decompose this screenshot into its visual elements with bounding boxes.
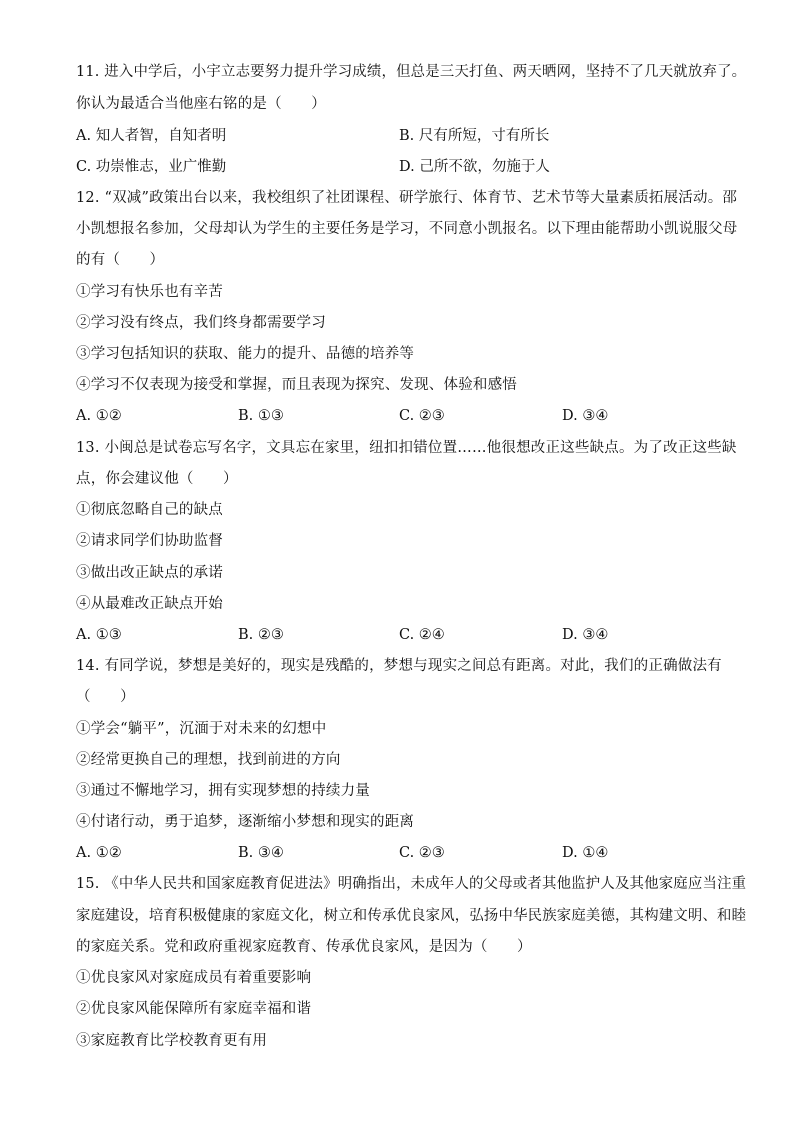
q11-option-d: D. 己所不欲，勿施于人 bbox=[399, 159, 550, 175]
q14-option-d: D. ①④ bbox=[562, 845, 609, 861]
q13-option-a: A. ①③ bbox=[76, 627, 122, 643]
q14-stem-line2: （ ） bbox=[76, 689, 135, 705]
q11-stem-line2: 你认为最适合当他座右铭的是（ ） bbox=[76, 96, 326, 112]
q13-statement-4: ④从最难改正缺点开始 bbox=[76, 596, 223, 612]
q15-stem-line1: 15. 《中华人民共和国家庭教育促进法》明确指出，未成年人的父母或者其他监护人及其他家庭应当注重 bbox=[76, 876, 747, 892]
q15-stem-line2: 家庭建设，培育积极健康的家庭文化，树立和传承优良家风，弘扬中华民族家庭美德，其构建文明、和睦 bbox=[76, 908, 747, 924]
q13-option-d: D. ③④ bbox=[562, 627, 609, 643]
q14-stem-line1: 14. 有同学说，梦想是美好的，现实是残酷的，梦想与现实之间总有距离。对此，我们的正确做法有 bbox=[76, 658, 722, 674]
q12-stem-line1: 12. “双减”政策出台以来，我校组织了社团课程、研学旅行、体育节、艺术节等大量素质拓展活动。邵 bbox=[76, 190, 738, 206]
q12-option-b: B. ①③ bbox=[238, 408, 284, 424]
q15-statement-3: ③家庭教育比学校教育更有用 bbox=[76, 1033, 268, 1049]
q14-statement-2: ②经常更换自己的理想，找到前进的方向 bbox=[76, 752, 341, 768]
q12-statement-4: ④学习不仅表现为接受和掌握，而且表现为探究、发现、体验和感悟 bbox=[76, 377, 517, 393]
q14-option-b: B. ③④ bbox=[238, 845, 284, 861]
q13-statement-2: ②请求同学们协助监督 bbox=[76, 533, 223, 549]
q13-statement-3: ③做出改正缺点的承诺 bbox=[76, 565, 223, 581]
q13-option-c: C. ②④ bbox=[399, 627, 445, 643]
q14-statement-4: ④付诸行动，勇于追梦，逐渐缩小梦想和现实的距离 bbox=[76, 814, 415, 830]
q11-option-b: B. 尺有所短，寸有所长 bbox=[399, 128, 550, 144]
q11-option-a: A. 知人者智，自知者明 bbox=[76, 128, 227, 144]
q15-statement-1: ①优良家风对家庭成员有着重要影响 bbox=[76, 970, 312, 986]
q12-option-d: D. ③④ bbox=[562, 408, 609, 424]
q12-stem-line3: 的有（ ） bbox=[76, 252, 165, 268]
q13-option-b: B. ②③ bbox=[238, 627, 284, 643]
q14-statement-1: ①学会“躺平”，沉湎于对未来的幻想中 bbox=[76, 721, 327, 737]
q12-statement-3: ③学习包括知识的获取、能力的提升、品德的培养等 bbox=[76, 346, 415, 362]
q12-statement-2: ②学习没有终点，我们终身都需要学习 bbox=[76, 315, 326, 331]
q11-stem-line1: 11. 进入中学后，小宇立志要努力提升学习成绩，但总是三天打鱼、两天晒网，坚持不了几天就放弃了。 bbox=[76, 64, 747, 80]
q13-stem-line1: 13. 小闽总是试卷忘写名字，文具忘在家里，纽扣扣错位置……他很想改正这些缺点。为了改正这些缺 bbox=[76, 440, 737, 456]
q13-statement-1: ①彻底忽略自己的缺点 bbox=[76, 502, 223, 518]
q12-option-a: A. ①② bbox=[76, 408, 122, 424]
q12-option-c: C. ②③ bbox=[399, 408, 445, 424]
q14-statement-3: ③通过不懈地学习，拥有实现梦想的持续力量 bbox=[76, 783, 370, 799]
q13-stem-line2: 点，你会建议他（ ） bbox=[76, 471, 238, 487]
q15-statement-2: ②优良家风能保障所有家庭幸福和谐 bbox=[76, 1001, 312, 1017]
q15-stem-line3: 的家庭关系。党和政府重视家庭教育、传承优良家风，是因为（ ） bbox=[76, 939, 532, 955]
q12-stem-line2: 小凯想报名参加，父母却认为学生的主要任务是学习，不同意小凯报名。以下理由能帮助小凯说服父母 bbox=[76, 221, 738, 237]
q14-option-c: C. ②③ bbox=[399, 845, 445, 861]
q11-option-c: C. 功崇惟志，业广惟勤 bbox=[76, 159, 227, 175]
q14-option-a: A. ①② bbox=[76, 845, 122, 861]
q12-statement-1: ①学习有快乐也有辛苦 bbox=[76, 284, 223, 300]
